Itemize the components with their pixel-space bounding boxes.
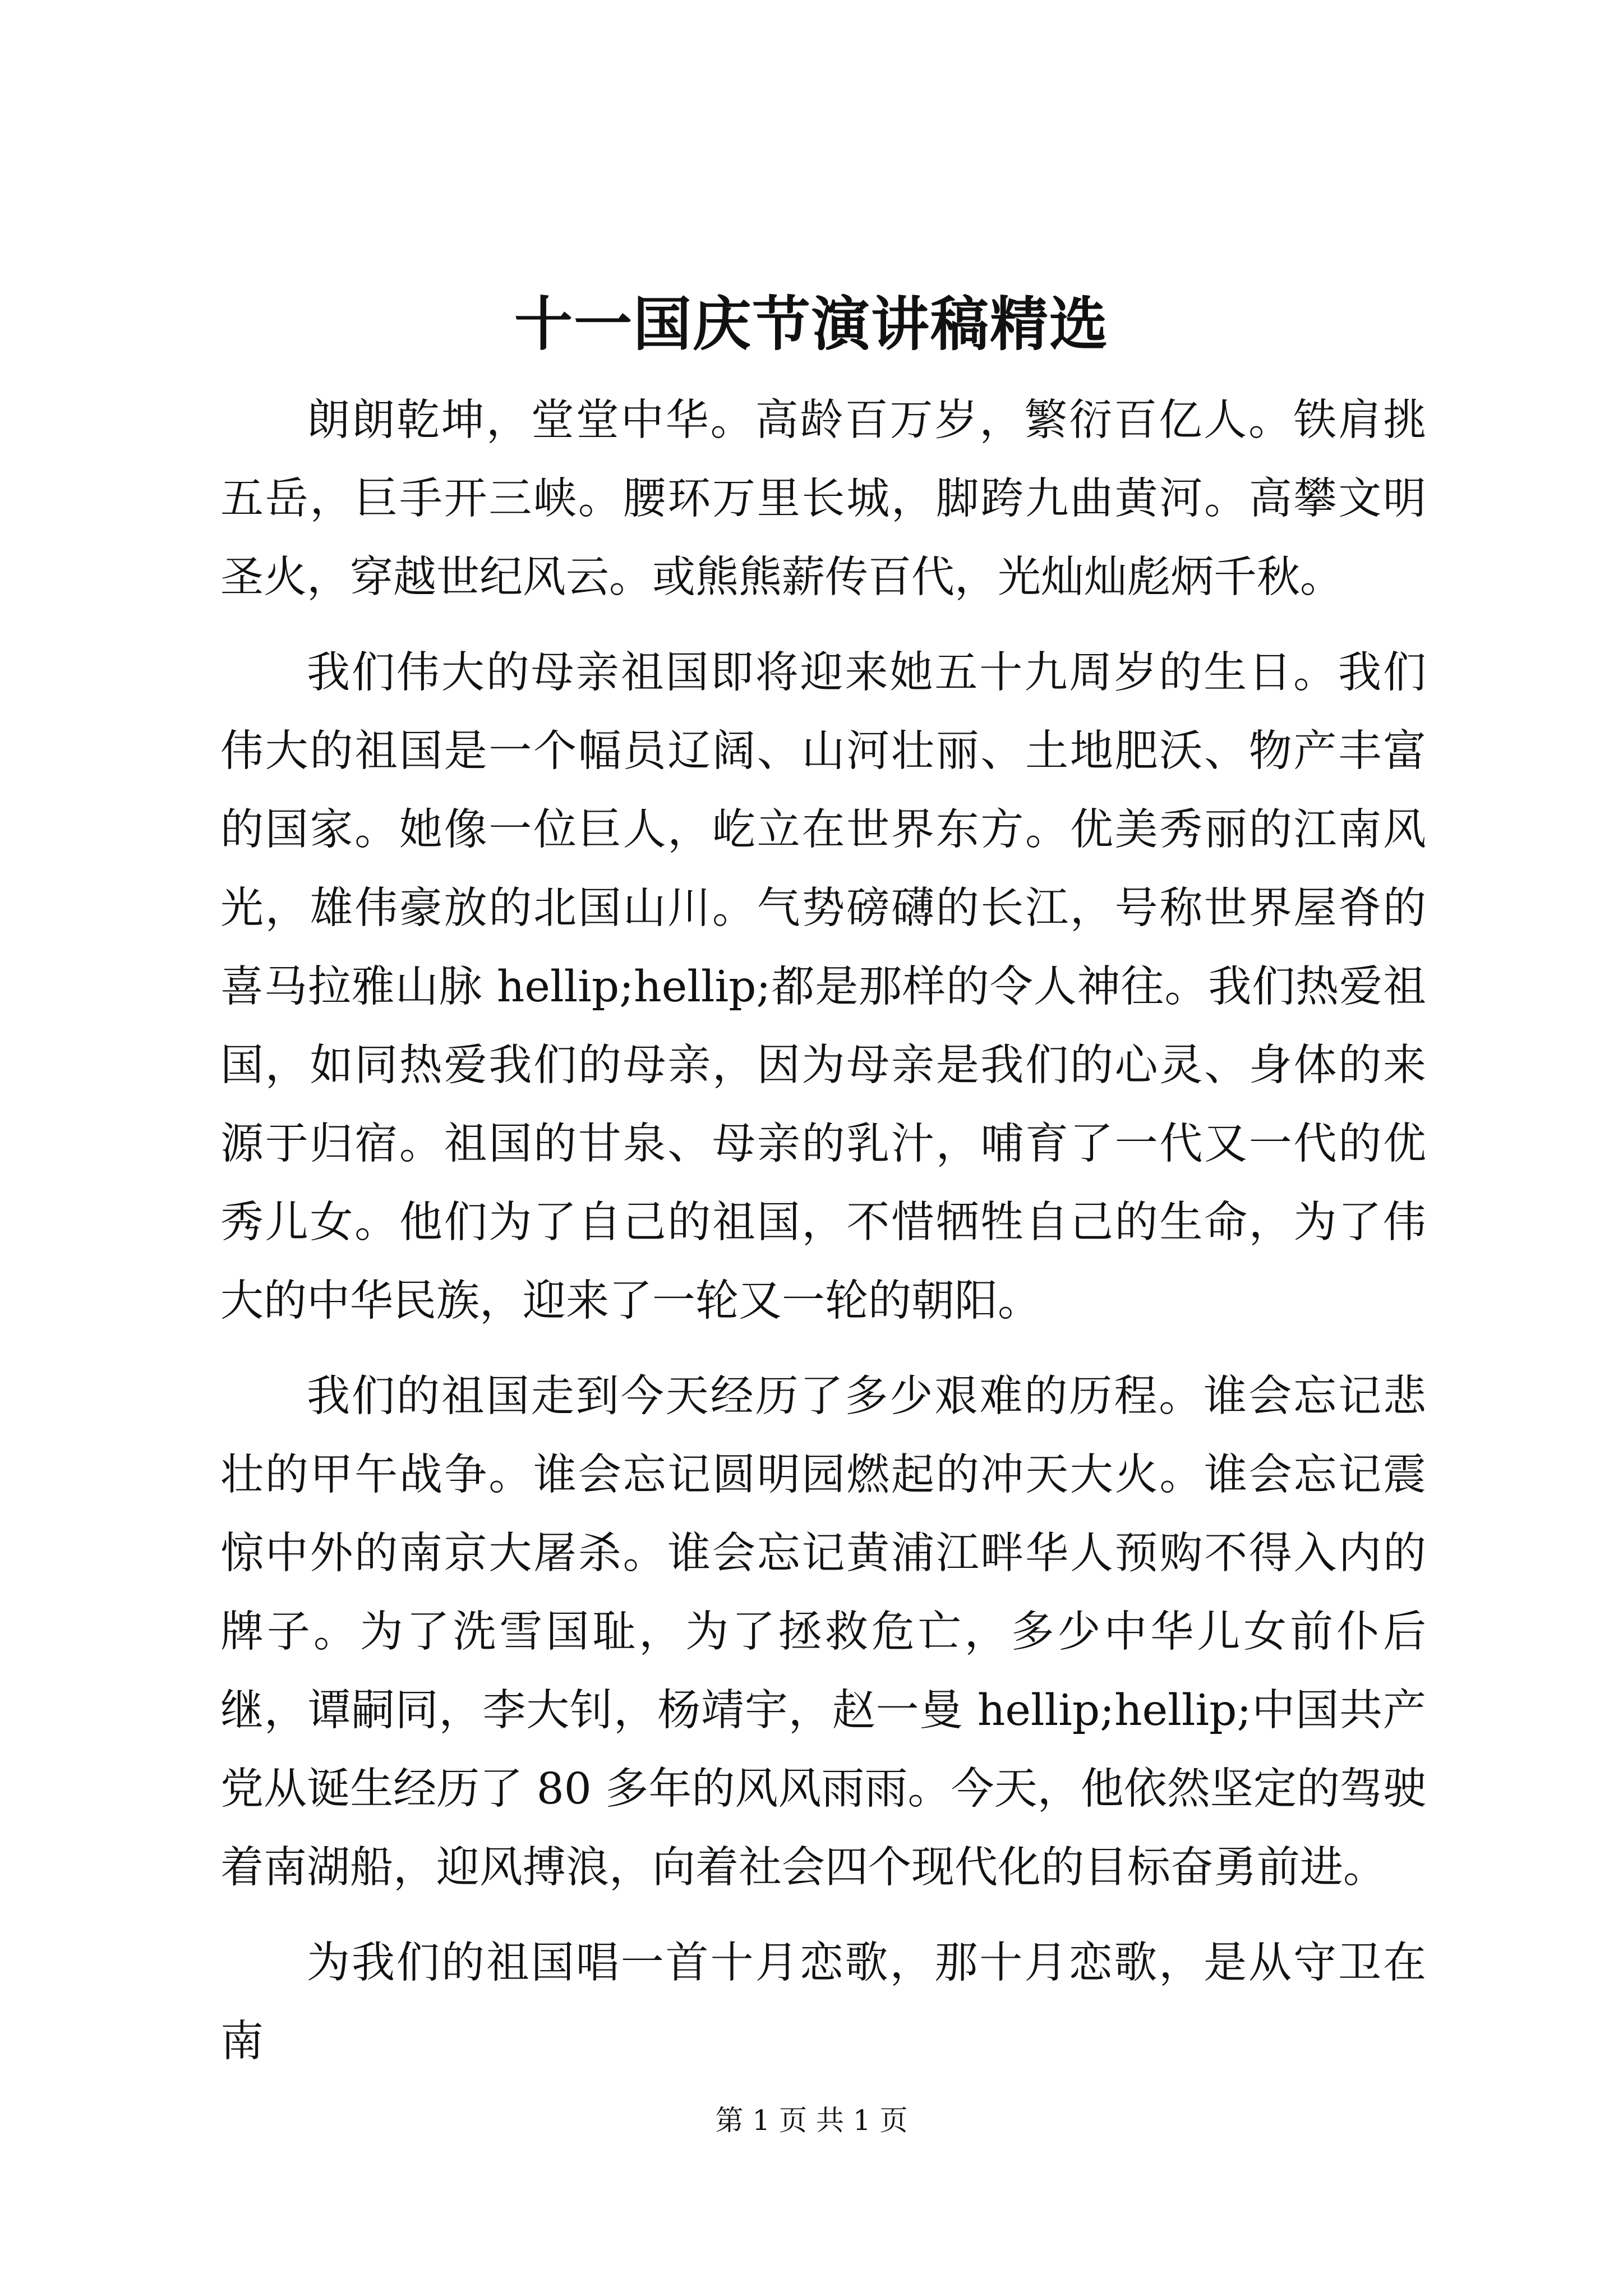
paragraph: 为我们的祖国唱一首十月恋歌，那十月恋歌，是从守卫在南 [220, 1938, 1426, 2067]
paragraph: 朗朗乾坤，堂堂中华。高龄百万岁，繁衍百亿人。铁肩挑五岳，巨手开三峡。腰环万里长城，脚跨九曲黄河。高攀文明圣火，穿越世纪风云。或熊熊薪传百代，光灿灿彪炳千秋。 [220, 395, 1426, 602]
document-title: 十一国庆节演讲稿精选 [514, 289, 1109, 358]
paragraph: 我们的祖国走到今天经历了多少艰难的历程。谁会忘记悲壮的甲午战争。谁会忘记圆明园燃起的冲天大火。谁会忘记震惊中外的南京大屠杀。谁会忘记黄浦江畔华人预购不得入内的牌子。为了洗雪国耻，为了拯救危亡，多少中华儿女前仆后继，谭嗣同，李大钊，杨靖宇，赵一曼 hellip;hellip;中国共产党从诞生经历了 80 多年的风风雨雨。今天，他依然坚定的驾驶着南湖船，迎风搏浪，向着社会四个现代化的目标奋勇前进。 [220, 1372, 1426, 1893]
document-body [220, 381, 1426, 2081]
paragraph: 我们伟大的母亲祖国即将迎来她五十九周岁的生日。我们伟大的祖国是一个幅员辽阔、山河壮丽、土地肥沃、物产丰富的国家。她像一位巨人，屹立在世界东方。优美秀丽的江南风光，雄伟豪放的北国山川。气势磅礴的长江，号称世界屋脊的喜马拉雅山脉 hellip;hellip;都是那样的令人神往。我们热爱祖国，如同热爱我们的母亲，因为母亲是我们的心灵、身体的来源于归宿。祖国的甘泉、母亲的乳汁，哺育了一代又一代的优秀儿女。他们为了自己的祖国，不惜牺牲自己的生命，为了伟大的中华民族，迎来了一轮又一轮的朝阳。 [220, 648, 1426, 1326]
page-footer: 第 1 页 共 1 页 [715, 2104, 908, 2137]
